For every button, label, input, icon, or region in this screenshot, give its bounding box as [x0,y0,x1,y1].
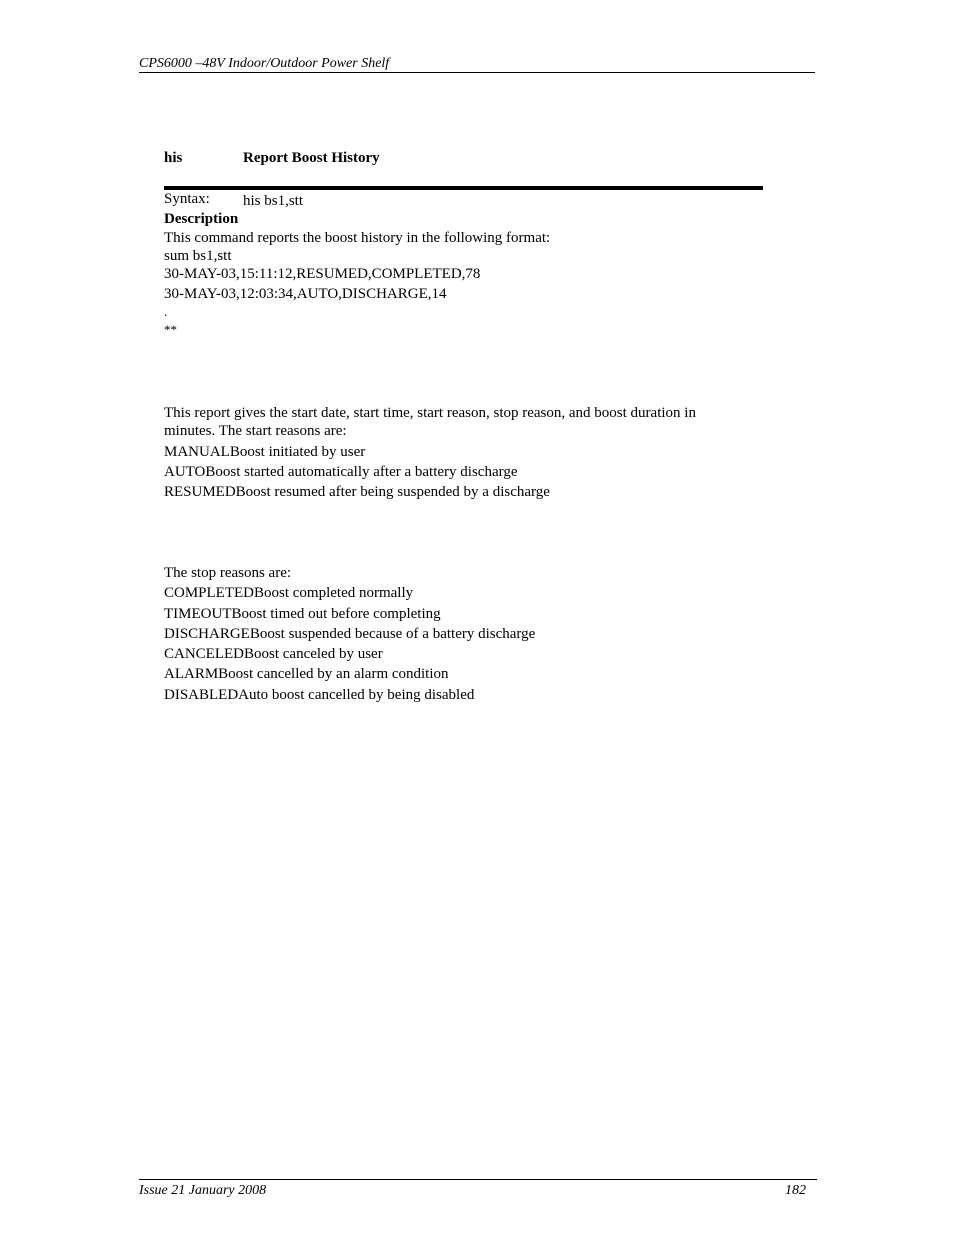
report-text: This report gives the start date, start time, start reason, stop reason, and boost duration in [164,405,696,421]
stop-reason-item: COMPLETEDBoost completed normally [164,585,414,601]
start-reason-item: AUTOBoost started automatically after a battery discharge [164,464,518,480]
stop-reason-item: TIMEOUTBoost timed out before completing [164,606,441,622]
stop-reason-item: ALARMBoost cancelled by an alarm condition [164,666,449,682]
footer-issue: Issue 21 January 2008 [139,1183,267,1198]
command-title: Report Boost History [243,150,380,166]
start-reason-item: RESUMEDBoost resumed after being suspended by a discharge [164,484,550,500]
stop-reason-item: CANCELEDBoost canceled by user [164,646,383,662]
stop-reason-item: DISCHARGEBoost suspended because of a battery discharge [164,626,536,642]
syntax-value: his bs1,stt [243,193,304,209]
syntax-label: Syntax: [164,191,210,207]
stop-reason-item: DISABLEDAuto boost cancelled by being disabled [164,687,475,703]
report-text: minutes. The start reasons are: [164,423,347,439]
page-number: 182 [785,1183,806,1198]
format-line: . [164,304,168,319]
description-heading: Description [164,211,239,227]
header-rule [139,72,815,73]
start-reason-item: MANUALBoost initiated by user [164,444,366,460]
description-intro: This command reports the boost history in the following format: [164,230,551,246]
running-header: CPS6000 –48V Indoor/Outdoor Power Shelf [139,56,390,71]
format-line: sum bs1,stt [164,248,232,264]
footer-rule [139,1179,817,1180]
format-line: 30-MAY-03,12:03:34,AUTO,DISCHARGE,14 [164,286,447,302]
stop-reasons-intro: The stop reasons are: [164,565,292,581]
section-rule [164,186,763,190]
format-line: ** [164,322,177,337]
format-line: 30-MAY-03,15:11:12,RESUMED,COMPLETED,78 [164,266,481,282]
command-name: his [164,150,183,166]
